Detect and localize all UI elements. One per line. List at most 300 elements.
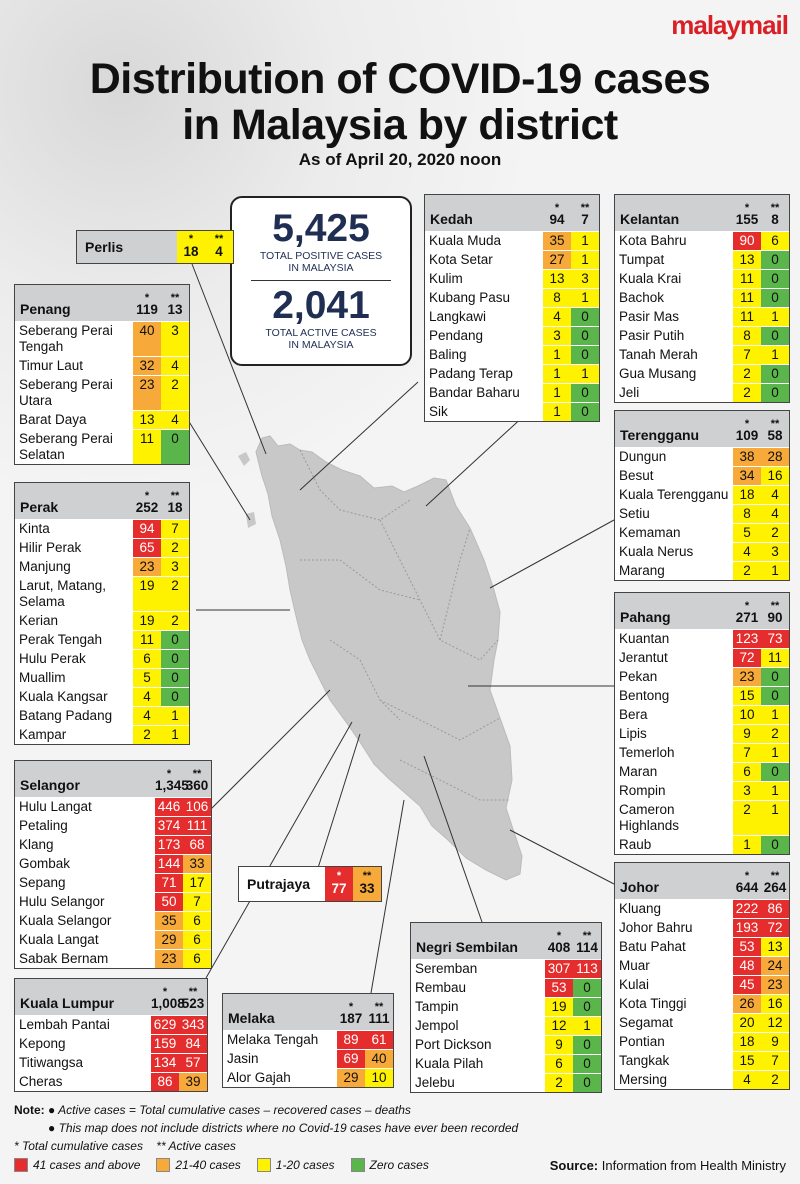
district-active: 0 <box>571 403 599 421</box>
district-name: Marang <box>619 563 665 578</box>
state-total: * 119 <box>136 292 158 317</box>
district-active: 0 <box>761 763 789 781</box>
district-active: 0 <box>161 669 189 687</box>
district-name: Seberang Perai Utara <box>19 377 113 408</box>
state-active: ** 264 <box>763 870 787 895</box>
district-row <box>15 630 189 649</box>
panel-terengganu <box>614 410 790 581</box>
legend-swatch <box>14 1158 28 1172</box>
panel-header <box>15 761 211 797</box>
district-row <box>425 383 599 402</box>
district-name: Perak Tengah <box>19 632 103 647</box>
district-name: Jelebu <box>415 1075 455 1090</box>
district-name: Raub <box>619 837 652 852</box>
panel-johor <box>614 862 790 1090</box>
district-active: 9 <box>761 1033 789 1051</box>
panel-perak <box>14 482 190 745</box>
legend-item <box>156 1158 240 1172</box>
district-row <box>615 918 789 937</box>
penang-island <box>246 512 256 528</box>
district-active: 1 <box>571 251 599 269</box>
district-total: 7 <box>733 744 761 762</box>
district-row <box>615 743 789 762</box>
district-total: 2 <box>733 562 761 580</box>
district-row <box>15 797 211 816</box>
district-active: 2 <box>761 1071 789 1089</box>
district-name: Kuala Nerus <box>619 544 694 559</box>
district-name: Petaling <box>19 818 68 833</box>
state-total: * 18 <box>177 231 205 263</box>
district-active: 72 <box>761 919 789 937</box>
district-row <box>615 542 789 561</box>
district-row <box>15 892 211 911</box>
district-name: Johor Bahru <box>619 920 693 935</box>
district-row <box>615 231 789 250</box>
page-title-line2: in Malaysia by district <box>182 101 618 149</box>
district-total: 134 <box>151 1054 179 1072</box>
state-name: Perlis <box>77 231 177 263</box>
district-row <box>615 724 789 743</box>
district-total: 20 <box>733 1014 761 1032</box>
district-row <box>223 1068 393 1087</box>
district-active: 0 <box>161 650 189 668</box>
district-active: 0 <box>161 430 189 464</box>
district-row <box>15 429 189 464</box>
district-name: Pekan <box>619 669 658 684</box>
district-name: Rompin <box>619 783 666 798</box>
district-active: 1 <box>761 308 789 326</box>
district-row <box>615 956 789 975</box>
state-active: ** 111 <box>368 1001 390 1026</box>
state-active: ** 523 <box>181 986 205 1011</box>
district-total: 69 <box>337 1050 365 1068</box>
legend-item <box>351 1158 429 1172</box>
district-row <box>615 994 789 1013</box>
district-row <box>615 447 789 466</box>
district-total: 19 <box>133 612 161 630</box>
district-active: 0 <box>761 365 789 383</box>
district-total: 222 <box>733 900 761 918</box>
district-name: Kuala Selangor <box>19 913 112 928</box>
district-active: 57 <box>179 1054 207 1072</box>
district-active: 6 <box>183 950 211 968</box>
district-active: 113 <box>573 960 601 978</box>
district-name: Besut <box>619 468 654 483</box>
state-active: ** 18 <box>167 490 183 515</box>
district-active: 68 <box>183 836 211 854</box>
district-name: Kluang <box>619 901 662 916</box>
district-total: 8 <box>733 505 761 523</box>
district-total: 19 <box>133 577 161 611</box>
district-total: 4 <box>133 688 161 706</box>
district-total: 11 <box>733 289 761 307</box>
district-row <box>615 466 789 485</box>
panel-header <box>615 863 789 899</box>
district-name: Klang <box>19 837 54 852</box>
district-name: Gua Musang <box>619 366 697 381</box>
district-name: Muallim <box>19 670 66 685</box>
district-active: 7 <box>761 1052 789 1070</box>
district-name: Kuala Terengganu <box>619 487 729 502</box>
district-total: 1 <box>733 836 761 854</box>
district-row <box>411 1073 601 1092</box>
district-row <box>15 949 211 968</box>
district-name: Tampin <box>415 999 459 1014</box>
state-active: ** 360 <box>185 768 209 793</box>
district-total: 53 <box>733 938 761 956</box>
district-total: 72 <box>733 649 761 667</box>
district-name: Sabak Bernam <box>19 951 109 966</box>
district-total: 18 <box>733 1033 761 1051</box>
state-name: Kelantan <box>620 211 680 227</box>
district-active: 0 <box>161 688 189 706</box>
district-name: Batu Pahat <box>619 939 686 954</box>
district-name: Port Dickson <box>415 1037 492 1052</box>
total-cases-value: 5,425 <box>272 207 370 250</box>
district-row <box>615 800 789 835</box>
district-row <box>615 523 789 542</box>
district-name: Kuala Langat <box>19 932 99 947</box>
district-total: 2 <box>733 384 761 402</box>
district-total: 23 <box>133 376 161 410</box>
district-row <box>411 1016 601 1035</box>
district-name: Kubang Pasu <box>429 290 511 305</box>
district-active: 1 <box>573 1017 601 1035</box>
panel-header <box>615 593 789 629</box>
state-name: Terengganu <box>620 427 700 443</box>
state-total: * 1,008 <box>151 986 185 1011</box>
district-name: Hulu Selangor <box>19 894 105 909</box>
district-total: 6 <box>733 763 761 781</box>
panel-header <box>615 195 789 231</box>
district-name: Maran <box>619 764 658 779</box>
district-total: 7 <box>733 346 761 364</box>
district-total: 2 <box>545 1074 573 1092</box>
district-active: 1 <box>761 706 789 724</box>
state-active: ** 114 <box>576 930 598 955</box>
state-name: Kedah <box>430 211 473 227</box>
district-total: 4 <box>733 543 761 561</box>
district-row <box>15 668 189 687</box>
district-row <box>615 1032 789 1051</box>
district-row <box>615 705 789 724</box>
district-total: 11 <box>733 270 761 288</box>
district-total: 11 <box>133 631 161 649</box>
district-row <box>15 576 189 611</box>
district-total: 86 <box>151 1073 179 1091</box>
district-total: 32 <box>133 357 161 375</box>
key-active: ** Active cases <box>156 1139 236 1153</box>
district-name: Gombak <box>19 856 71 871</box>
district-name: Kerian <box>19 613 59 628</box>
summary-divider <box>251 280 391 281</box>
district-active: 3 <box>161 322 189 356</box>
note-1: ● Active cases = Total cumulative cases – recovered cases – deaths <box>48 1103 411 1117</box>
panel-header <box>223 994 393 1030</box>
state-active: ** 13 <box>167 292 183 317</box>
state-active: ** 58 <box>767 418 783 443</box>
district-total: 159 <box>151 1035 179 1053</box>
district-total: 34 <box>733 467 761 485</box>
district-total: 15 <box>733 687 761 705</box>
district-total: 9 <box>545 1036 573 1054</box>
district-total: 29 <box>337 1069 365 1087</box>
district-row <box>15 706 189 725</box>
district-total: 35 <box>155 912 183 930</box>
district-row <box>15 854 211 873</box>
legend-label: 41 cases and above <box>33 1158 141 1172</box>
district-name: Seberang Perai Tengah <box>19 323 113 354</box>
district-name: Jasin <box>227 1051 259 1066</box>
panel-selangor <box>14 760 212 969</box>
district-name: Kampar <box>19 727 67 742</box>
district-row <box>15 1053 207 1072</box>
district-total: 123 <box>733 630 761 648</box>
district-row <box>615 504 789 523</box>
district-row <box>615 383 789 402</box>
district-total: 2 <box>133 726 161 744</box>
state-active: ** 33 <box>353 867 381 901</box>
district-name: Pendang <box>429 328 484 343</box>
district-total: 35 <box>543 232 571 250</box>
panel-putrajaya <box>238 866 382 902</box>
district-name: Kepong <box>19 1036 66 1051</box>
district-active: 11 <box>761 649 789 667</box>
district-name: Melaka Tengah <box>227 1032 319 1047</box>
district-row <box>15 930 211 949</box>
district-name: Seberang Perai Selatan <box>19 431 113 462</box>
district-row <box>411 997 601 1016</box>
district-active: 0 <box>571 346 599 364</box>
district-total: 6 <box>545 1055 573 1073</box>
district-active: 1 <box>161 726 189 744</box>
district-name: Jeli <box>619 385 640 400</box>
state-name: Putrajaya <box>239 867 325 901</box>
district-row <box>15 1015 207 1034</box>
district-row <box>425 288 599 307</box>
district-name: Pasir Putih <box>619 328 685 343</box>
district-name: Cameron Highlands <box>619 802 680 833</box>
district-name: Tumpat <box>619 252 665 267</box>
district-active: 0 <box>573 979 601 997</box>
panel-perlis <box>76 230 234 264</box>
state-name: Selangor <box>20 777 80 793</box>
district-active: 3 <box>161 558 189 576</box>
district-total: 193 <box>733 919 761 937</box>
district-row <box>425 345 599 364</box>
state-name: Perak <box>20 499 59 515</box>
legend-item <box>257 1158 335 1172</box>
district-active: 0 <box>573 1036 601 1054</box>
district-total: 8 <box>543 289 571 307</box>
state-active: ** 7 <box>580 202 590 227</box>
district-total: 446 <box>155 798 183 816</box>
note-2: ● This map does not include districts where no Covid-19 cases have ever been recorded <box>48 1121 519 1135</box>
district-active: 0 <box>761 836 789 854</box>
district-row <box>615 762 789 781</box>
district-active: 0 <box>761 384 789 402</box>
district-name: Jempol <box>415 1018 459 1033</box>
district-row <box>615 345 789 364</box>
district-name: Pasir Mas <box>619 309 680 324</box>
notes <box>14 1101 518 1155</box>
district-row <box>615 1070 789 1089</box>
active-cases-label2: IN MALAYSIA <box>288 339 354 351</box>
district-name: Hulu Perak <box>19 651 86 666</box>
total-cases-label1: TOTAL POSITIVE CASES <box>259 250 383 262</box>
district-name: Padang Terap <box>429 366 513 381</box>
district-total: 26 <box>733 995 761 1013</box>
district-active: 0 <box>761 668 789 686</box>
active-cases-value: 2,041 <box>272 284 370 327</box>
district-name: Kuala Muda <box>429 233 502 248</box>
district-row <box>15 873 211 892</box>
state-total: * 1,345 <box>155 768 189 793</box>
panel-header <box>15 979 207 1015</box>
district-name: Hilir Perak <box>19 540 82 555</box>
district-active: 343 <box>179 1016 207 1034</box>
district-total: 5 <box>733 524 761 542</box>
district-row <box>15 911 211 930</box>
district-total: 4 <box>133 707 161 725</box>
panel-header <box>15 285 189 321</box>
district-row <box>425 250 599 269</box>
district-total: 10 <box>733 706 761 724</box>
district-row <box>425 269 599 288</box>
district-active: 6 <box>183 931 211 949</box>
district-active: 13 <box>761 938 789 956</box>
district-active: 28 <box>761 448 789 466</box>
panel-header <box>411 923 601 959</box>
district-row <box>411 1035 601 1054</box>
state-name: Kuala Lumpur <box>20 995 115 1011</box>
state-total: * 187 <box>339 1001 363 1026</box>
panel-kelantan <box>614 194 790 403</box>
district-name: Manjung <box>19 559 71 574</box>
district-total: 2 <box>733 801 761 835</box>
district-total: 12 <box>545 1017 573 1035</box>
summary-box <box>230 196 412 366</box>
color-legend <box>14 1158 445 1172</box>
district-name: Setiu <box>619 506 650 521</box>
district-total: 40 <box>133 322 161 356</box>
state-total: * 109 <box>735 418 759 443</box>
district-name: Bandar Baharu <box>429 385 520 400</box>
langkawi-island <box>238 452 250 466</box>
district-name: Kuala Kangsar <box>19 689 108 704</box>
district-name: Sik <box>429 404 448 419</box>
district-active: 12 <box>761 1014 789 1032</box>
district-total: 45 <box>733 976 761 994</box>
panel-pahang <box>614 592 790 855</box>
district-name: Barat Daya <box>19 412 87 427</box>
district-active: 23 <box>761 976 789 994</box>
district-total: 48 <box>733 957 761 975</box>
legend-swatch <box>257 1158 271 1172</box>
district-name: Alor Gajah <box>227 1070 291 1085</box>
district-active: 2 <box>161 577 189 611</box>
page-subtitle: As of April 20, 2020 noon <box>298 150 502 169</box>
district-active: 3 <box>761 543 789 561</box>
district-row <box>615 326 789 345</box>
district-name: Baling <box>429 347 467 362</box>
notes-label: Note: <box>14 1103 45 1117</box>
district-name: Cheras <box>19 1074 63 1089</box>
district-row <box>15 835 211 854</box>
district-row <box>615 937 789 956</box>
district-total: 13 <box>133 411 161 429</box>
legend-swatch <box>156 1158 170 1172</box>
district-total: 65 <box>133 539 161 557</box>
district-name: Kulai <box>619 977 650 992</box>
district-total: 1 <box>543 346 571 364</box>
district-active: 0 <box>571 327 599 345</box>
district-row <box>15 649 189 668</box>
legend-label: Zero cases <box>369 1158 429 1172</box>
panel-header <box>615 411 789 447</box>
district-active: 0 <box>571 308 599 326</box>
district-total: 629 <box>151 1016 179 1034</box>
district-active: 0 <box>761 251 789 269</box>
district-row <box>15 375 189 410</box>
district-active: 84 <box>179 1035 207 1053</box>
district-row <box>15 1034 207 1053</box>
district-name: Temerloh <box>619 745 675 760</box>
district-row <box>411 1054 601 1073</box>
district-active: 1 <box>571 365 599 383</box>
state-name: Johor <box>620 879 659 895</box>
district-total: 13 <box>733 251 761 269</box>
district-total: 27 <box>543 251 571 269</box>
district-active: 1 <box>571 289 599 307</box>
district-name: Langkawi <box>429 309 487 324</box>
district-total: 4 <box>543 308 571 326</box>
district-row <box>411 959 601 978</box>
district-total: 2 <box>733 365 761 383</box>
district-active: 0 <box>761 327 789 345</box>
panel-negri-sembilan <box>410 922 602 1093</box>
district-name: Segamat <box>619 1015 674 1030</box>
active-cases-label1: TOTAL ACTIVE CASES <box>265 327 377 339</box>
district-active: 4 <box>161 411 189 429</box>
district-row <box>425 364 599 383</box>
district-name: Larut, Matang, Selama <box>19 578 107 609</box>
district-active: 0 <box>573 1074 601 1092</box>
district-total: 23 <box>155 950 183 968</box>
district-active: 4 <box>761 486 789 504</box>
district-name: Kuantan <box>619 631 670 646</box>
district-total: 6 <box>133 650 161 668</box>
legend-item <box>14 1158 140 1172</box>
district-active: 4 <box>161 357 189 375</box>
brand-logo: malaymail <box>671 10 788 40</box>
district-row <box>615 1013 789 1032</box>
state-total: * 155 <box>735 202 759 227</box>
district-total: 173 <box>155 836 183 854</box>
state-active: ** 4 <box>205 231 233 263</box>
district-active: 86 <box>761 900 789 918</box>
district-row <box>615 288 789 307</box>
district-name: Seremban <box>415 961 478 976</box>
state-total: * 408 <box>547 930 571 955</box>
legend-swatch <box>351 1158 365 1172</box>
district-active: 2 <box>761 725 789 743</box>
district-row <box>411 978 601 997</box>
district-active: 6 <box>761 232 789 250</box>
district-row <box>615 835 789 854</box>
district-row <box>615 686 789 705</box>
district-total: 374 <box>155 817 183 835</box>
